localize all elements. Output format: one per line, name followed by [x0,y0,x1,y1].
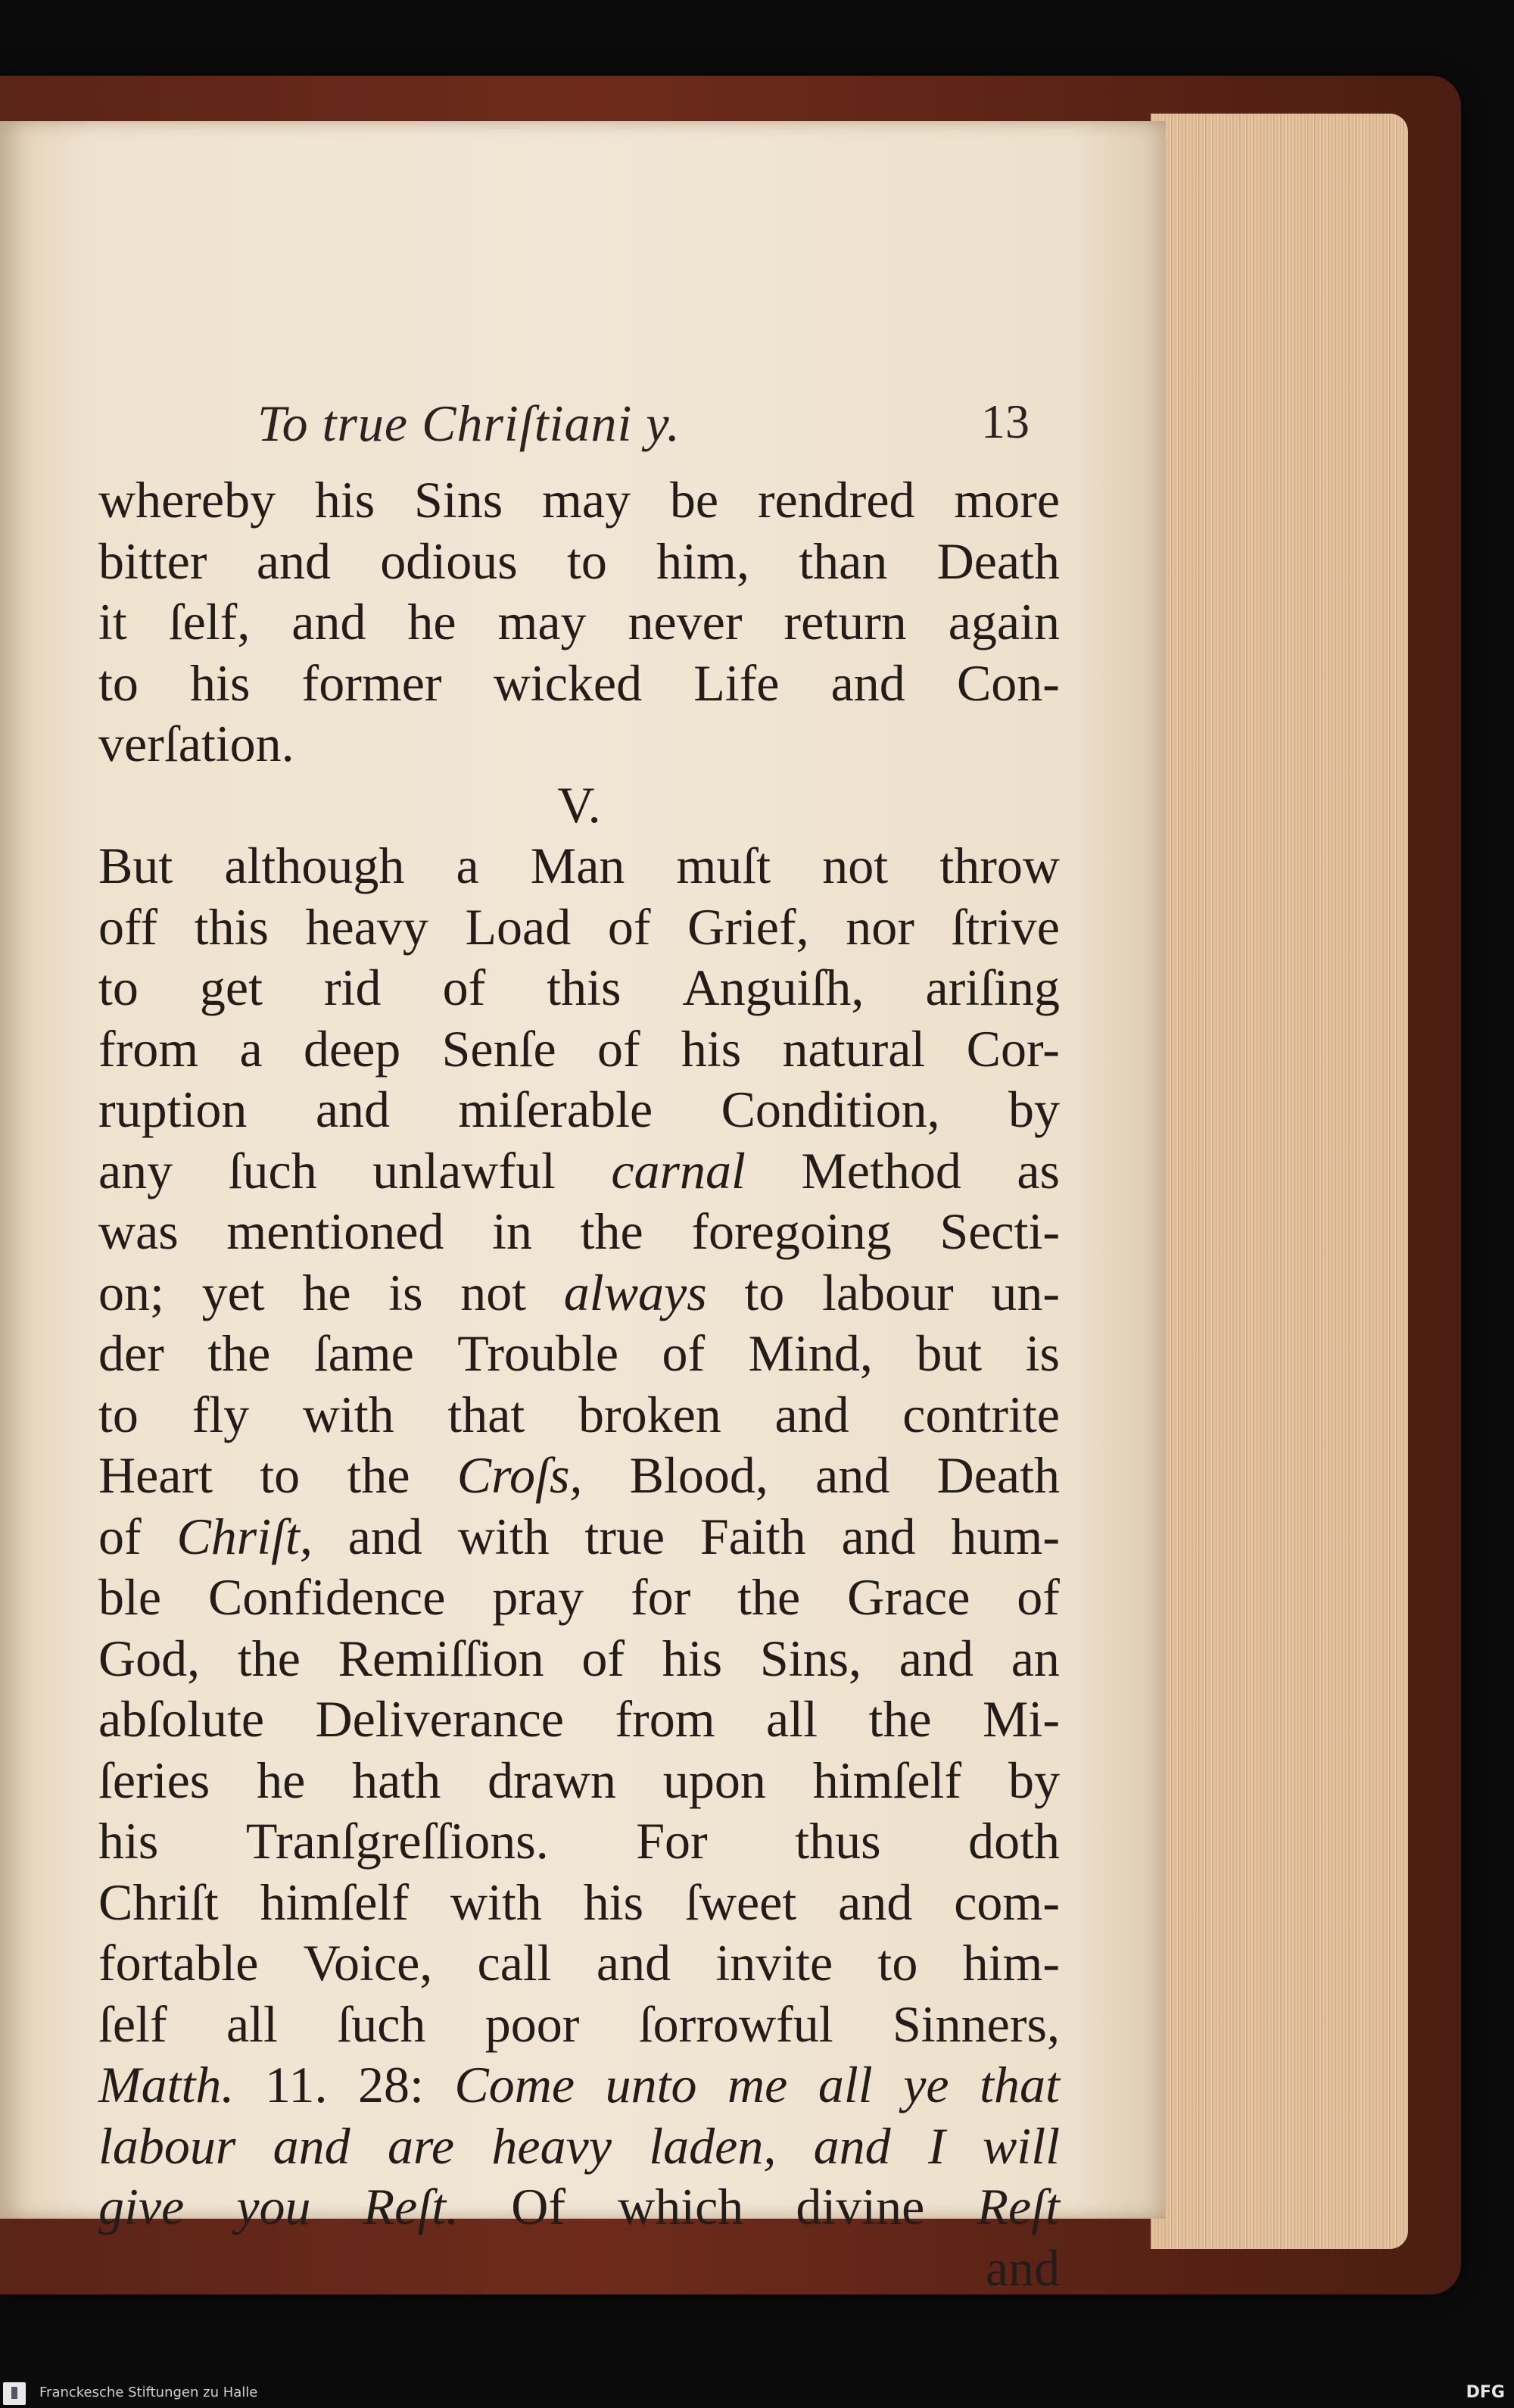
word: com- [954,1873,1060,1931]
word: from [615,1690,715,1748]
word: Deliverance [315,1690,564,1748]
word: God, [98,1629,201,1687]
word: it [98,593,127,650]
word: as [1017,1141,1060,1199]
word: Cor- [966,1019,1060,1078]
word: and [838,1873,913,1931]
word: Secti- [939,1202,1060,1260]
word: pray [492,1568,584,1626]
word: Man [530,837,625,894]
word: Sins, [759,1629,862,1687]
word: and [347,1507,422,1565]
word: 28: [357,2056,424,2113]
word: carnal [611,1141,746,1199]
word: all [766,1690,818,1748]
word: his [662,1629,723,1687]
word: V. [557,775,601,834]
word: laden, [649,2116,777,2175]
word: and [273,2116,350,2175]
word: Of [511,2178,566,2235]
word: fly [192,1385,250,1443]
word: to [566,532,607,590]
word: Senſe [441,1019,556,1078]
word: call [477,1934,552,1992]
word: ble [98,1568,162,1626]
word: for [630,1568,691,1626]
word: are [387,2116,455,2175]
word: Croſs, [456,1446,583,1504]
word: with [450,1873,542,1931]
word: by [1008,1751,1060,1809]
word: the [207,1324,271,1382]
word: former [301,653,442,712]
word: he [407,593,456,650]
word: an [1011,1629,1060,1687]
word: him, [656,532,749,590]
word: whereby [98,471,276,529]
word: the [868,1690,932,1748]
word: on; [98,1263,164,1321]
word: himſelf [812,1751,962,1809]
word: and [315,1081,391,1138]
word: be [669,471,719,529]
text-line [98,1384,1060,1446]
word: although [224,837,405,894]
word: always [563,1263,707,1321]
word: is [388,1263,423,1321]
text-line [98,531,1060,592]
word: divine [796,2178,925,2235]
word: a [456,837,479,894]
body-text [98,469,1060,2298]
word: and [596,1934,671,1992]
word: labour [98,2116,236,2175]
text-line [98,1506,1060,1567]
word: Voice, [303,1934,433,1992]
word: ſame [313,1324,414,1382]
word: which [618,2178,744,2235]
word: yet [201,1263,265,1321]
text-line [98,835,1060,897]
word: ſorrowful [638,1995,833,2053]
text-line [98,1262,1060,1324]
word: his [681,1019,742,1078]
word: contrite [902,1385,1060,1443]
word: throw [939,837,1060,894]
word: invite [715,1934,833,1992]
word: by [1008,1081,1060,1138]
word: and [813,2116,891,2175]
word: rid [324,959,382,1016]
word: never [628,593,743,650]
page-number: 13 [981,395,1030,448]
word: Method [801,1141,961,1199]
word: true [584,1507,665,1565]
word: wicked [493,653,643,712]
word: Mind, [748,1324,873,1382]
word: odious [380,532,518,590]
text-line [98,775,1060,836]
word: and [985,2238,1060,2297]
word: of [1017,1568,1060,1626]
word: to [744,1263,785,1321]
word: to [98,653,139,712]
word: and [774,1385,849,1443]
word: Reſt. [363,2178,459,2235]
word: me [727,2056,788,2113]
word: to [98,959,139,1016]
word: Matth. [98,2056,235,2113]
word: But [98,837,173,894]
word: of [442,959,486,1016]
text-line [98,1811,1060,1872]
word: thus [795,1812,881,1870]
word: the [237,1629,301,1687]
text-line [98,1689,1060,1750]
word: doth [968,1812,1060,1870]
word: off [98,897,158,956]
word: bitter [98,532,207,590]
word: not [822,837,889,894]
word: For [636,1812,708,1870]
word: Tranſgreſſions. [245,1812,549,1870]
word: than [799,532,888,590]
word: from [98,1019,199,1078]
word: rendred [757,471,915,529]
word: of [597,1019,640,1078]
word: his [190,653,251,712]
word: labour [821,1263,954,1321]
dfg-mark: DFG [1466,2383,1505,2402]
word: ſtrive [951,897,1060,956]
word: any [98,1141,173,1199]
text-line [98,713,1060,775]
text-line [98,1445,1060,1506]
text-line [98,1567,1060,1628]
word: to [260,1446,301,1504]
word: that [447,1385,525,1443]
word: Reſt [977,2178,1060,2235]
word: ariſing [925,959,1060,1016]
text-line [98,897,1060,958]
word: miſerable [458,1081,653,1138]
word: ſweet [684,1873,797,1931]
word: Load [465,897,572,956]
word: his [583,1873,644,1931]
word: a [239,1019,263,1078]
word: give [98,2178,185,2235]
word: Trouble [457,1324,619,1382]
word: unlawful [372,1141,556,1199]
word: that [980,2056,1060,2113]
word: hath [352,1751,441,1809]
word: to [98,1385,139,1443]
word: to [877,1934,918,1992]
word: you [236,2178,311,2235]
word: drawn [488,1751,616,1809]
running-head [257,394,1030,462]
word: abſolute [98,1690,265,1748]
word: get [199,959,263,1016]
word: hum- [951,1507,1060,1565]
word: he [302,1263,351,1321]
word: nor [846,897,914,956]
text-line [98,1201,1060,1262]
word: not [460,1263,527,1321]
institution-logo-icon [3,2382,26,2405]
word: and [291,593,366,650]
text-line [98,1018,1060,1080]
text-line [98,1872,1060,1933]
word: verſation. [98,715,294,772]
word: foregoing [691,1202,892,1260]
word: his [98,1812,159,1870]
word: all [818,2056,873,2113]
word: this [547,959,621,1016]
word: Condition, [721,1081,940,1138]
word: with [457,1507,550,1565]
word: 11. [264,2056,328,2113]
word: he [257,1751,306,1809]
text-line [98,2238,1060,2299]
word: ſuch [228,1141,317,1199]
word: this [194,897,269,956]
word: again [948,593,1060,650]
word: and [899,1629,974,1687]
word: ye [903,2056,949,2113]
word: Grace [847,1568,970,1626]
word: mentioned [226,1202,444,1260]
word: un- [991,1263,1060,1321]
text-line [98,2116,1060,2177]
text-line [98,591,1060,653]
word: ſelf, [168,593,251,650]
word: may [542,471,631,529]
word: Come [454,2056,575,2113]
word: broken [578,1385,721,1443]
word: Chriſt, [176,1507,313,1565]
word: Anguiſh, [682,959,864,1016]
running-title: To true Chriſtiani y. [257,395,681,452]
word: more [954,471,1060,529]
text-line [98,1079,1060,1140]
word: I [927,2116,945,2175]
word: may [497,593,587,650]
word: himſelf [260,1873,409,1931]
word: and [841,1507,916,1565]
word: muſt [676,837,771,894]
word: all [226,1995,278,2053]
word: Death [936,1446,1060,1504]
word: Sinners, [892,1995,1060,2053]
text-line [98,469,1060,531]
word: Death [936,532,1060,590]
word: his [314,471,375,529]
word: ſuch [337,1995,426,2053]
word: der [98,1324,164,1382]
word: and [256,532,331,590]
word: the [347,1446,410,1504]
text-line [98,653,1060,714]
word: Confidence [207,1568,446,1626]
word: and [815,1446,890,1504]
text-line [98,1628,1060,1689]
footer-bar [0,2378,1514,2408]
text-line [98,1994,1060,2055]
text-line [98,2054,1060,2116]
word: deep [303,1019,401,1078]
word: Life [693,653,780,712]
word: poor [484,1995,580,2053]
word: Con- [956,653,1060,712]
word: with [302,1385,394,1443]
word: heavy [305,897,428,956]
word: Grief, [687,897,809,956]
page-edges [1151,114,1408,2249]
word: is [1025,1324,1060,1382]
word: natural [782,1019,926,1078]
word: of [607,897,651,956]
word: Mi- [983,1690,1060,1748]
word: unto [605,2056,697,2113]
text-line [98,1750,1060,1811]
word: but [916,1324,983,1382]
word: return [783,593,907,650]
text-line [98,2176,1060,2238]
word: fortable [98,1934,259,1992]
word: of [581,1629,625,1687]
word: Chriſt [98,1873,219,1931]
word: ſelf [98,1995,167,2053]
book-page [0,121,1166,2297]
text-line [98,1932,1060,1994]
word: ruption [98,1081,248,1138]
word: Remiſſion [338,1629,544,1687]
word: Heart [98,1446,213,1504]
word: upon [662,1751,766,1809]
institution-name: Franckesche Stiftungen zu Halle [39,2385,258,2400]
text-line [98,1323,1060,1384]
word: Sins [414,471,503,529]
word: will [982,2116,1060,2175]
word: Blood, [629,1446,768,1504]
word: and [830,653,905,712]
word: him- [962,1934,1060,1992]
word: the [737,1568,801,1626]
word: heavy [491,2116,612,2175]
word: of [662,1324,706,1382]
word: of [98,1507,142,1565]
word: the [580,1202,643,1260]
word: ſeries [98,1751,210,1809]
text-line [98,957,1060,1018]
word: in [492,1202,532,1260]
word: was [98,1202,179,1260]
word: Faith [699,1507,806,1565]
text-line [98,1140,1060,1202]
